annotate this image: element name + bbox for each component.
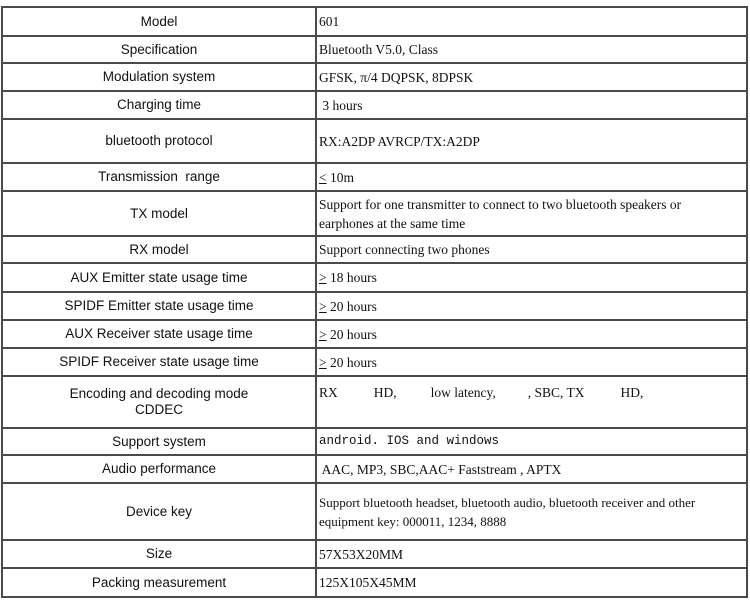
row-label: Encoding and decoding mode CDDEC (2, 376, 316, 428)
row-label: Packing measurement (2, 568, 316, 597)
greater-equal-symbol: > (319, 298, 327, 314)
row-label: AUX Emitter state usage time (2, 263, 316, 292)
table-row (2, 91, 747, 119)
table-row (2, 119, 747, 163)
row-label: Device key (2, 483, 316, 540)
value-text: 20 hours (326, 354, 377, 370)
row-value: RX:A2DP AVRCP/TX:A2DP (316, 119, 747, 163)
greater-equal-symbol: > (319, 354, 327, 370)
table-row (2, 236, 747, 263)
greater-equal-symbol: > (319, 326, 327, 342)
greater-equal-symbol: > (319, 270, 327, 285)
table-row (2, 191, 747, 236)
table-row (2, 263, 747, 292)
table-row (2, 428, 747, 455)
row-label: Transmission range (2, 163, 316, 191)
row-label: AUX Receiver state usage time (2, 320, 316, 348)
table-row (2, 163, 747, 191)
row-label: Size (2, 540, 316, 568)
row-value: Bluetooth V5.0, Class (316, 36, 747, 63)
row-value: 3 hours (316, 91, 747, 119)
row-label: SPIDF Receiver state usage time (2, 348, 316, 376)
row-value (316, 320, 747, 348)
row-value: GFSK, π/4 DQPSK, 8DPSK (316, 63, 747, 91)
row-value: 601 (316, 7, 747, 36)
table-row (2, 568, 747, 597)
value-text: 18 hours (326, 270, 377, 285)
row-label: Model (2, 7, 316, 36)
row-label: TX model (2, 191, 316, 236)
row-label: bluetooth protocol (2, 119, 316, 163)
row-value (316, 263, 747, 292)
row-label: RX model (2, 236, 316, 263)
row-value (316, 163, 747, 191)
table-row (2, 7, 747, 36)
value-part: HD, (373, 385, 397, 400)
row-label: Audio performance (2, 455, 316, 483)
row-value: Support bluetooth headset, bluetooth audio, bluetooth receiver and other equipment key: 000011, 1234, 8888 (316, 483, 747, 540)
table-row (2, 320, 747, 348)
table-row (2, 455, 747, 483)
row-value (316, 376, 747, 428)
value-part: low latency, (430, 385, 496, 400)
value-text: 20 hours (326, 326, 377, 342)
row-value: Support for one transmitter to connect to two bluetooth speakers or earphones at the same time (316, 191, 747, 236)
value-part: HD, (620, 385, 644, 400)
row-label: Charging time (2, 91, 316, 119)
value-part: RX (319, 385, 338, 400)
row-label: Modulation system (2, 63, 316, 91)
table-row (2, 292, 747, 320)
row-value (316, 348, 747, 376)
table-row (2, 36, 747, 63)
row-value: Support connecting two phones (316, 236, 747, 263)
row-value: 57X53X20MM (316, 540, 747, 568)
table-row (2, 376, 747, 428)
row-value (316, 292, 747, 320)
row-label: Specification (2, 36, 316, 63)
row-value: 125X105X45MM (316, 568, 747, 597)
table-row (2, 348, 747, 376)
row-value: android. IOS and windows (316, 428, 747, 455)
row-label: SPIDF Emitter state usage time (2, 292, 316, 320)
value-text: 10m (326, 169, 355, 185)
table-row (2, 540, 747, 568)
row-value: AAC, MP3, SBC,AAC+ Faststream , APTX (316, 455, 747, 483)
table-row (2, 63, 747, 91)
value-part: , SBC, TX (527, 385, 585, 400)
table-row (2, 483, 747, 540)
spec-table (1, 6, 748, 598)
value-text: 20 hours (326, 298, 377, 314)
less-equal-symbol: < (319, 169, 327, 185)
row-label: Support system (2, 428, 316, 455)
